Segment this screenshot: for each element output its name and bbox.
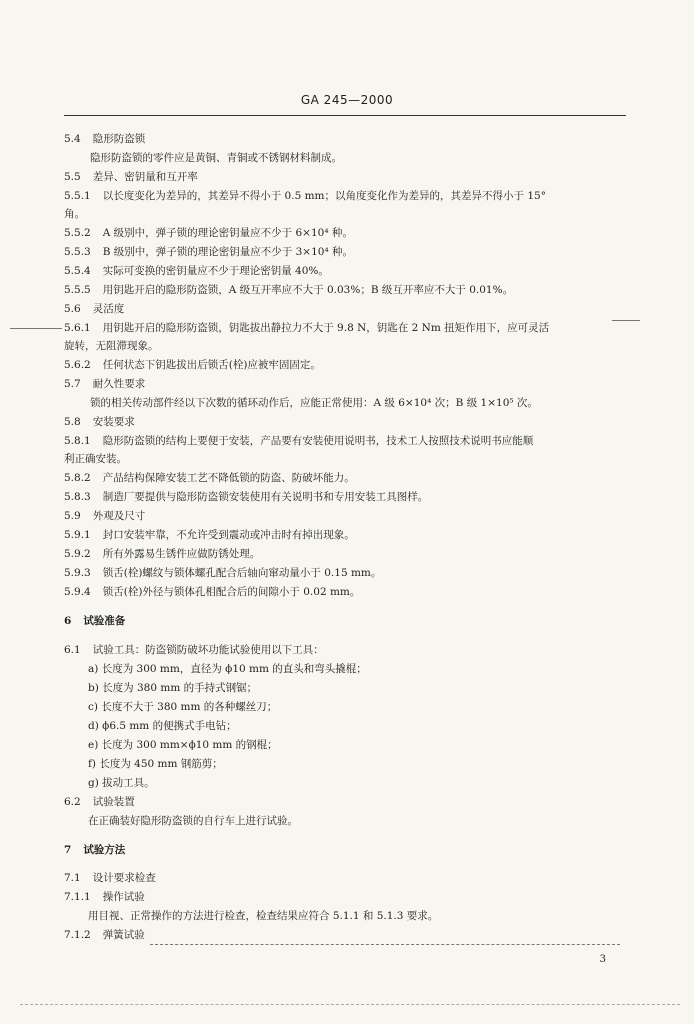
clause-line xyxy=(64,643,626,657)
scan-mark xyxy=(612,320,640,321)
clause-line xyxy=(64,377,626,391)
clause-line xyxy=(64,528,626,542)
clause-text: 利正确安装。 xyxy=(64,453,127,465)
clause-number: 5.6.1 xyxy=(64,322,91,334)
page-header: GA 245—2000 xyxy=(300,93,394,107)
text-line xyxy=(64,452,626,466)
clause-text: 设计要求检查 xyxy=(92,872,156,884)
clause-number: 6.2 xyxy=(64,796,81,808)
clause-text: 用钥匙开启的隐形防盗锁，A 级互开率应不大于 0.03%；B 级互开率应不大于 0.01%。 xyxy=(102,284,514,296)
clause-number: 5.5 xyxy=(64,171,81,183)
text-line xyxy=(88,719,626,733)
clause-text: a) 长度为 300 mm，直径为 ϕ10 mm 的直头和弯头撬棍； xyxy=(88,663,367,675)
clause-text: 外观及尺寸 xyxy=(92,510,146,522)
clause-text: b) 长度为 380 mm 的手持式钢锯； xyxy=(88,682,258,694)
text-line xyxy=(90,396,626,410)
clause-text: 试验准备 xyxy=(83,615,126,627)
clause-line xyxy=(64,871,626,885)
clause-text: 锁舌(栓)螺纹与锁体螺孔配合后轴向窜动量小于 0.15 mm。 xyxy=(102,567,382,579)
clause-line xyxy=(64,245,626,259)
clause-number: 5.5.5 xyxy=(64,284,91,296)
clause-text: g) 拔动工具。 xyxy=(88,777,155,789)
clause-text: 在正确装好隐形防盗锁的自行车上进行试验。 xyxy=(88,815,298,827)
clause-text: f) 长度为 450 mm 钢筋剪； xyxy=(88,758,223,770)
clause-number: 5.8.1 xyxy=(64,435,91,447)
clause-text: c) 长度不大于 380 mm 的各种螺丝刀； xyxy=(88,701,278,713)
header-rule xyxy=(64,115,626,116)
clause-line xyxy=(64,358,626,372)
clause-text: 任何状态下钥匙拔出后锁舌(栓)应被牢固固定。 xyxy=(102,359,321,371)
clause-number: 7.1.2 xyxy=(64,929,91,941)
clause-number: 5.8.2 xyxy=(64,472,91,484)
clause-number: 5.5.4 xyxy=(64,265,91,277)
clause-line xyxy=(64,795,626,809)
clause-number: 5.5.2 xyxy=(64,227,91,239)
clause-number: 6 xyxy=(64,615,72,627)
clause-text: 锁舌(栓)外径与锁体孔相配合后的间隙小于 0.02 mm。 xyxy=(102,586,361,598)
clause-number: 5.8 xyxy=(64,416,81,428)
clause-number: 5.9 xyxy=(64,510,81,522)
clause-number: 5.8.3 xyxy=(64,491,91,503)
text-line xyxy=(88,681,626,695)
clause-text: 制造厂要提供与隐形防盗锁安装使用有关说明书和专用安装工具图样。 xyxy=(102,491,429,503)
clause-number: 7.1.1 xyxy=(64,891,91,903)
clause-line xyxy=(64,226,626,240)
clause-text: 封口安装牢靠，不允许受到震动或冲击时有掉出现象。 xyxy=(102,529,355,541)
text-line xyxy=(88,776,626,790)
clause-number: 5.5.3 xyxy=(64,246,91,258)
clause-line xyxy=(64,928,626,942)
clause-text: 弹簧试验 xyxy=(102,929,145,941)
clause-line xyxy=(64,434,626,448)
clause-number: 5.4 xyxy=(64,133,81,145)
text-line xyxy=(88,909,626,923)
clause-text: 隐形防盗锁的结构上要便于安装，产品要有安装使用说明书，技术工人按照技术说明书应能顺 xyxy=(102,435,534,447)
text-line xyxy=(90,151,626,165)
clause-line xyxy=(64,509,626,523)
text-line xyxy=(88,814,626,828)
clause-number: 5.9.4 xyxy=(64,586,91,598)
clause-text: 耐久性要求 xyxy=(92,378,146,390)
clause-text: 安装要求 xyxy=(92,416,135,428)
clause-number: 5.7 xyxy=(64,378,81,390)
clause-text: 用目视、正常操作的方法进行检查，检查结果应符合 5.1.1 和 5.1.3 要求。 xyxy=(88,910,439,922)
clause-line xyxy=(64,415,626,429)
text-line xyxy=(88,757,626,771)
clause-text: 试验方法 xyxy=(83,844,126,856)
clause-text: d) ϕ6.5 mm 的便携式手电钻； xyxy=(88,720,237,732)
clause-number: 5.9.2 xyxy=(64,548,91,560)
clause-text: 差异、密钥量和互开率 xyxy=(92,171,198,183)
clause-number: 7 xyxy=(64,844,72,856)
clause-text: 用钥匙开启的隐形防盗锁，钥匙拔出静拉力不大于 9.8 N，钥匙在 2 Nm 扭矩作用下，应可灵活 xyxy=(102,322,550,334)
clause-line xyxy=(64,471,626,485)
clause-number: 6.1 xyxy=(64,644,81,656)
clause-text: 试验装置 xyxy=(92,796,135,808)
text-line xyxy=(88,700,626,714)
clause-text: 隐形防盗锁的零件应是黄铜、青铜或不锈钢材料制成。 xyxy=(90,152,342,164)
clause-text: 锁的相关传动部件经以下次数的循环动作后，应能正常使用：A 级 6×10⁴ 次；B 级 1×10⁵ 次。 xyxy=(90,397,538,409)
clause-text: 旋转，无阻滞现象。 xyxy=(64,340,159,352)
clause-line xyxy=(64,547,626,561)
clause-text: 所有外露易生锈件应做防锈处理。 xyxy=(102,548,261,560)
clause-line xyxy=(64,170,626,184)
clause-line xyxy=(64,585,626,599)
clause-line xyxy=(64,490,626,504)
clause-text: 实际可变换的密钥量应不少于理论密钥量 40%。 xyxy=(102,265,329,277)
scan-mark xyxy=(10,328,62,329)
clause-line xyxy=(64,614,626,628)
clause-text: A 级别中，弹子锁的理论密钥量应不少于 6×10⁴ 种。 xyxy=(102,227,353,239)
clause-text: B 级别中，弹子锁的理论密钥量应不少于 3×10⁴ 种。 xyxy=(102,246,353,258)
clause-text: 隐形防盗锁 xyxy=(92,133,146,145)
clause-text: 操作试验 xyxy=(102,891,145,903)
clause-text: 产品结构保障安装工艺不降低锁的防盗、防破坏能力。 xyxy=(102,472,355,484)
clause-text: 角。 xyxy=(64,208,85,220)
clause-number: 5.9.3 xyxy=(64,567,91,579)
clause-line xyxy=(64,189,626,203)
clause-line xyxy=(64,566,626,580)
text-line xyxy=(88,738,626,752)
clause-line xyxy=(64,890,626,904)
scan-mark xyxy=(150,944,620,945)
clause-number: 5.9.1 xyxy=(64,529,91,541)
clause-line xyxy=(64,843,626,857)
scan-mark xyxy=(20,1004,680,1005)
text-line xyxy=(88,662,626,676)
clause-line xyxy=(64,132,626,146)
clause-number: 5.6 xyxy=(64,303,81,315)
clause-text: e) 长度为 300 mm×ϕ10 mm 的钢棍； xyxy=(88,739,278,751)
clause-number: 7.1 xyxy=(64,872,81,884)
clause-number: 5.5.1 xyxy=(64,190,91,202)
clause-number: 5.6.2 xyxy=(64,359,91,371)
clause-line xyxy=(64,321,626,335)
clause-text: 灵活度 xyxy=(92,303,125,315)
clause-line xyxy=(64,283,626,297)
page-number: 3 xyxy=(599,954,606,965)
clause-text: 试验工具：防盗锁防破坏功能试验使用以下工具： xyxy=(92,644,324,656)
text-line xyxy=(64,339,626,353)
text-line xyxy=(64,207,626,221)
clause-text: 以长度变化为差异的，其差异不得小于 0.5 mm；以角度变化作为差异的，其差异不得小于 15° xyxy=(102,190,546,202)
clause-line xyxy=(64,264,626,278)
clause-line xyxy=(64,302,626,316)
